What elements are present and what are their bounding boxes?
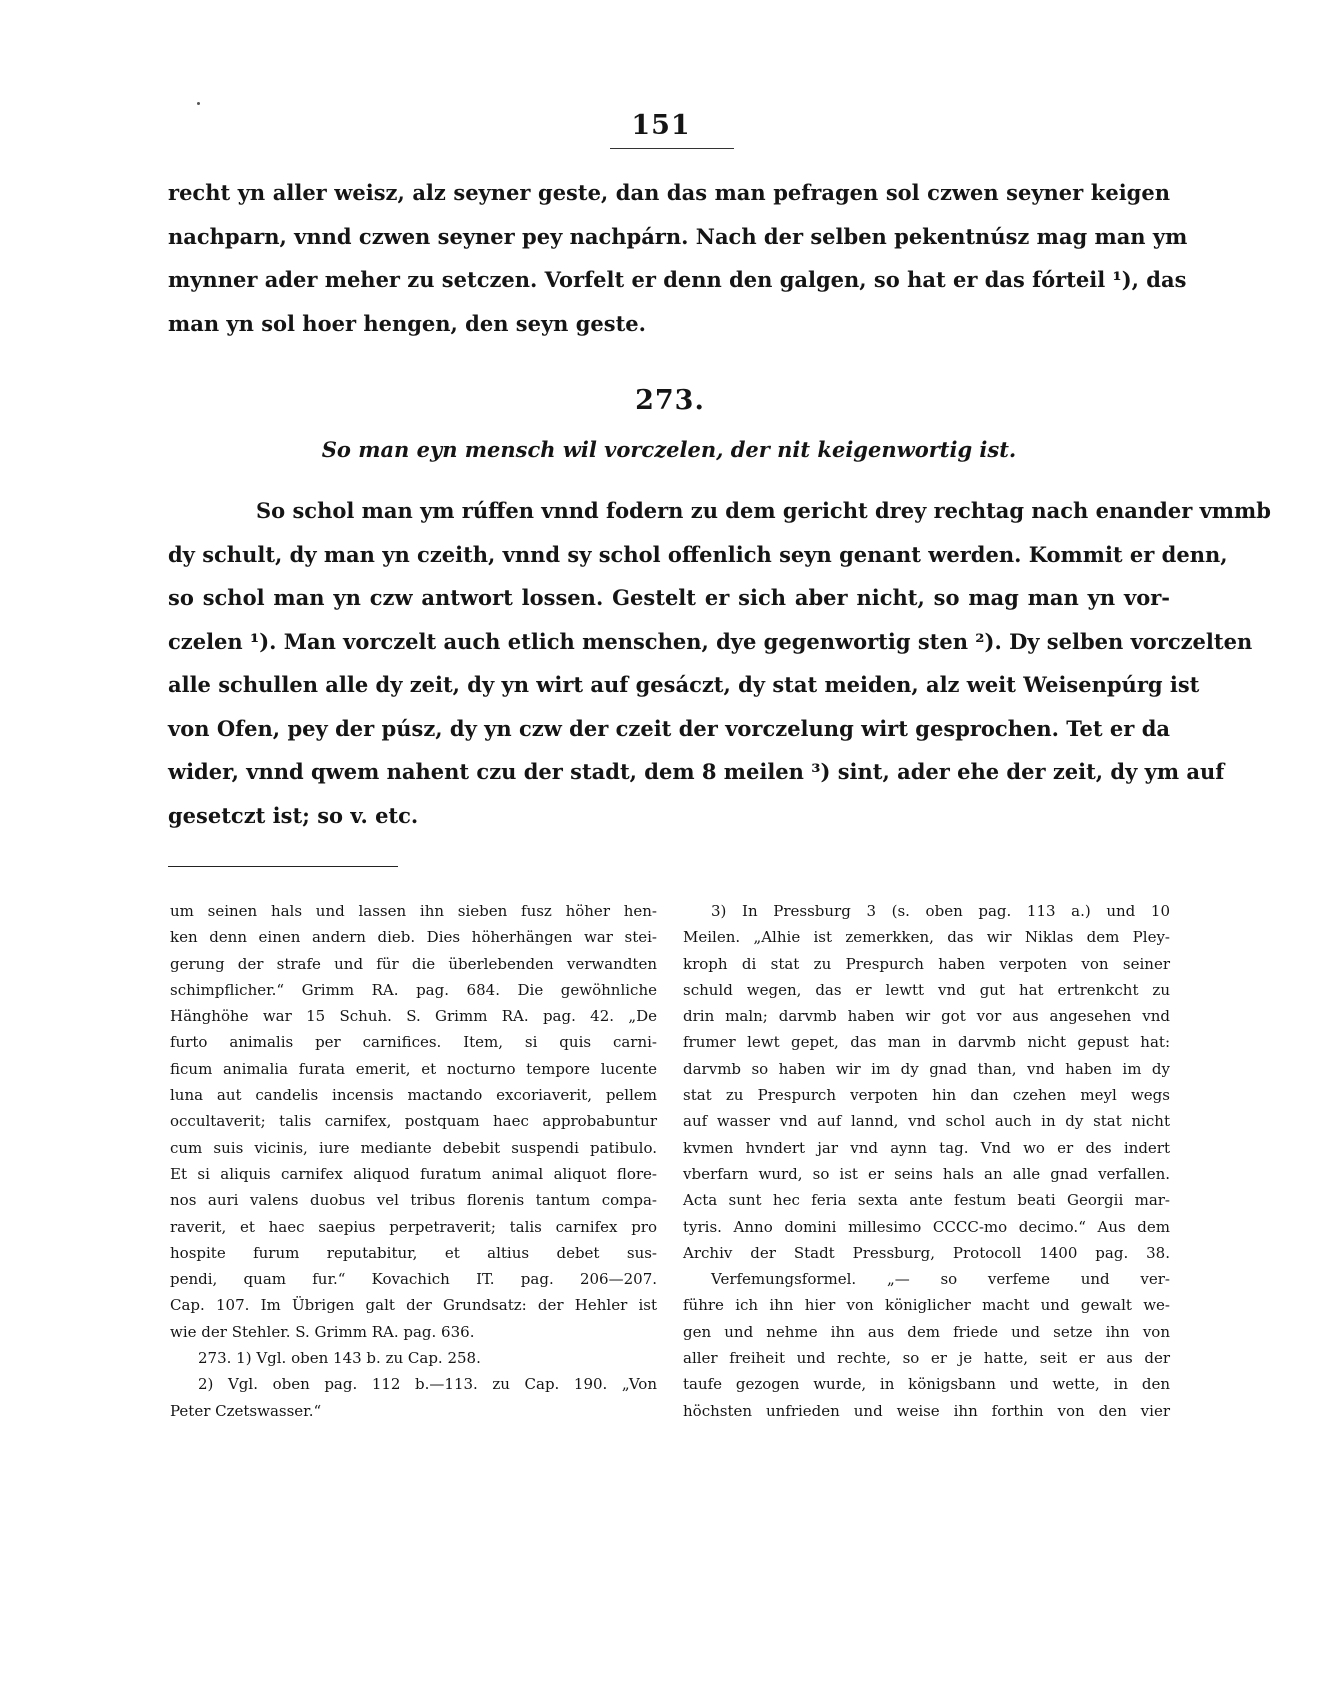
footnote-line: luna aut candelis incensis mactando excoriaverit, pellem: [170, 1086, 657, 1105]
footnote-line: schimpflicher.“ Grimm RA. pag. 684. Die gewöhnliche: [170, 980, 657, 999]
footnote-line: führe ich ihn hier von königlicher macht und gewalt we-: [683, 1296, 1170, 1315]
page-number-rule: [610, 148, 734, 149]
text-line: gesetczt ist; so v. etc.: [168, 802, 419, 828]
footnote-line: gen und nehme ihn aus dem friede und setze ihn von: [683, 1322, 1170, 1341]
footnote-line: um seinen hals und lassen ihn sieben fusz höher hen-: [170, 902, 657, 920]
section-number: 273.: [635, 385, 705, 416]
section-paragraph: [168, 489, 1271, 837]
footnote-line: hospite furum reputabitur, et altius debet sus-: [170, 1243, 657, 1262]
footnote-line: 3) In Pressburg 3 (s. oben pag. 113 a.) und 10: [711, 902, 1170, 920]
footnote-line: ficum animalia furata emerit, et nocturno tempore lucente: [170, 1059, 657, 1078]
text-line: alle schullen alle dy zeit, dy yn wirt auf gesáczt, dy stat meiden, alz weit Weisenpúrg ist: [168, 672, 1200, 697]
footnote-rule: [168, 866, 398, 867]
footnote-line: Cap. 107. Im Übrigen galt der Grundsatz: der Hehler ist: [170, 1296, 657, 1315]
section-title: So man eyn mensch wil vorczelen, der nit keigenwortig ist.: [321, 437, 1017, 462]
footnote-line: vberfarn wurd, so ist er seins hals an alle gnad verfallen.: [683, 1164, 1170, 1183]
speck-mark: [197, 102, 200, 105]
text-line: nachparn, vnnd czwen seyner pey nachpárn. Nach der selben pekentnúsz mag man ym: [168, 223, 1188, 249]
footnote-line: kvmen hvndert jar vnd aynn tag. Vnd wo er des indert: [683, 1138, 1170, 1157]
text-line: man yn sol hoer hengen, den seyn geste.: [168, 310, 646, 336]
text-line: recht yn aller weisz, alz seyner geste, dan das man pefragen sol czwen seyner keigen: [168, 180, 1170, 205]
footnote-line: Peter Czetswasser.“: [170, 1401, 322, 1420]
footnote-line: schuld wegen, das er lewtt vnd gut hat ertrenkcht zu: [683, 980, 1170, 999]
text-line: wider, vnnd qwem nahent czu der stadt, dem 8 meilen ³) sint, ader ehe der zeit, dy ym auf: [168, 759, 1225, 784]
footnote-line: darvmb so haben wir im dy gnad than, vnd haben im dy: [683, 1059, 1170, 1078]
text-line: czelen ¹). Man vorczelt auch etlich menschen, dye gegenwortig sten ²). Dy selben vorczelten: [168, 628, 1253, 654]
footnote-line: Meilen. „Alhie ist zemerkken, das wir Niklas dem Pley-: [683, 928, 1170, 947]
footnote-line: höchsten unfrieden und weise ihn forthin von den vier: [683, 1401, 1170, 1420]
footnote-line: Hänghöhe war 15 Schuh. S. Grimm RA. pag. 42. „De: [170, 1007, 657, 1026]
footnote-line: ken denn einen andern dieb. Dies höherhängen war stei-: [170, 928, 657, 947]
footnote-line: cum suis vicinis, iure mediante debebit suspendi patibulo.: [170, 1138, 657, 1157]
footnote-line: raverit, et haec saepius perpetraverit; talis carnifex pro: [170, 1217, 657, 1236]
footnote-line: frumer lewt gepet, das man in darvmb nicht gepust hat:: [683, 1033, 1170, 1052]
footnote-line: Acta sunt hec feria sexta ante festum beati Georgii mar-: [683, 1191, 1170, 1210]
footnote-line: gerung der strafe und für die überlebenden verwandten: [170, 954, 657, 973]
footnote-line: nos auri valens duobus vel tribus florenis tantum compa-: [170, 1191, 657, 1210]
text-line: mynner ader meher zu setczen. Vorfelt er denn den galgen, so hat er das fórteil ¹), das: [168, 267, 1187, 292]
footnote-line: 2) Vgl. oben pag. 112 b.—113. zu Cap. 190. „Von: [198, 1375, 657, 1394]
footnote-line: 273. 1) Vgl. oben 143 b. zu Cap. 258.: [198, 1349, 481, 1368]
footnote-line: pendi, quam fur.“ Kovachich IT. pag. 206—207.: [170, 1270, 657, 1289]
footnote-line: stat zu Prespurch verpoten hin dan czehen meyl wegs: [683, 1086, 1170, 1105]
footnotes-left-column: [170, 898, 657, 1424]
footnote-line: auf wasser vnd auf lannd, vnd schol auch in dy stat nicht: [683, 1112, 1170, 1131]
text-line: von Ofen, pey der púsz, dy yn czw der czeit der vorczelung wirt gesprochen. Tet er da: [168, 715, 1170, 741]
footnote-line: taufe gezogen wurde, in königsbann und wette, in den: [683, 1375, 1170, 1394]
footnotes-right-column: [683, 898, 1170, 1424]
footnote-line: Archiv der Stadt Pressburg, Protocoll 1400 pag. 38.: [683, 1243, 1170, 1262]
footnote-line: wie der Stehler. S. Grimm RA. pag. 636.: [170, 1322, 475, 1341]
footnote-line: Et si aliquis carnifex aliquod furatum animal aliquot flore-: [170, 1164, 657, 1183]
footnote-line: aller freiheit und rechte, so er je hatte, seit er aus der: [683, 1349, 1170, 1368]
text-line: so schol man yn czw antwort lossen. Gestelt er sich aber nicht, so mag man yn vor-: [168, 585, 1170, 610]
footnote-line: drin maln; darvmb haben wir got vor aus angesehen vnd: [683, 1007, 1170, 1026]
footnote-line: occultaverit; talis carnifex, postquam haec approbabuntur: [170, 1112, 657, 1131]
text-line: dy schult, dy man yn czeith, vnnd sy schol offenlich seyn genant werden. Kommit er denn,: [168, 541, 1228, 567]
footnote-line: Verfemungsformel. „— so verfeme und ver-: [711, 1270, 1170, 1289]
footnote-line: furto animalis per carnifices. Item, si quis carni-: [170, 1033, 657, 1052]
continuation-paragraph: [168, 171, 1188, 345]
page-number: 151: [631, 110, 691, 141]
footnote-line: tyris. Anno domini millesimo CCCC-mo decimo.“ Aus dem: [683, 1217, 1170, 1236]
text-line: So schol man ym rúffen vnnd fodern zu dem gericht drey rechtag nach enander vmmb: [256, 498, 1271, 523]
footnote-line: kroph di stat zu Prespurch haben verpoten von seiner: [683, 954, 1170, 973]
